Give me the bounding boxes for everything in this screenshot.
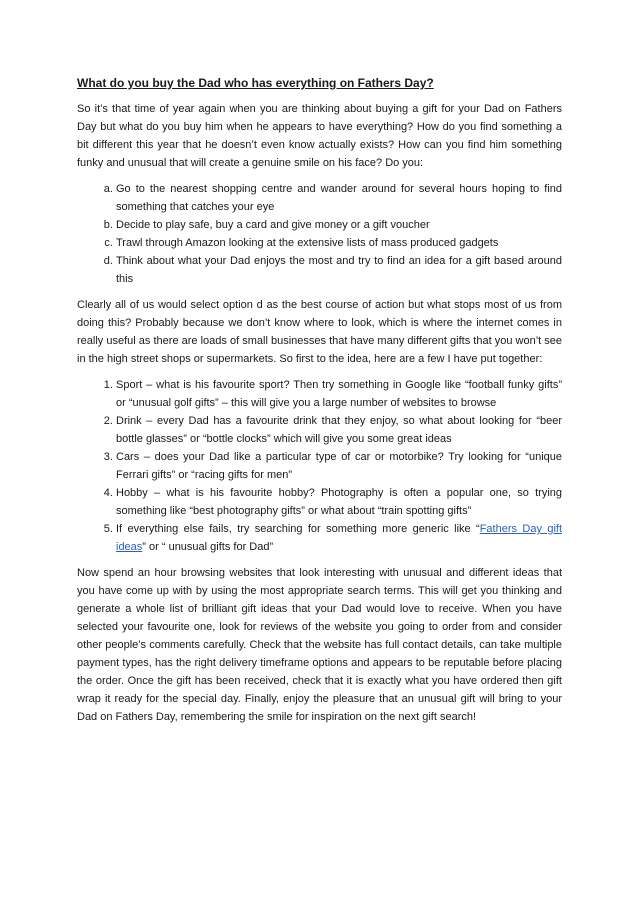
- option-a: a. Go to the nearest shopping centre and wander around for several hours hoping to find something that catches your eye: [116, 180, 562, 216]
- idea-generic: [116, 520, 562, 556]
- idea-generic-after: ” or “ unusual gifts for Dad”: [142, 541, 274, 553]
- option-c: c. Trawl through Amazon looking at the extensive lists of mass produced gadgets: [116, 234, 562, 252]
- idea-drink: 2. Drink – every Dad has a favourite drink that they enjoy, so what about looking for “beer bottle glasses” or “bottle clocks” which will give you some great ideas: [116, 412, 562, 448]
- fathers-day-gift-ideas-link[interactable]: Fathers Day gift ideas: [116, 523, 562, 553]
- option-d: d. Think about what your Dad enjoys the most and try to find an idea for a gift based around this: [116, 252, 562, 288]
- intro-paragraph: So it’s that time of year again when you are thinking about buying a gift for your Dad on Fathers Day but what do you buy him when he appears to have everything? How do you find something a bit different this year that he doesn’t even know actually exists? How can you find him something funky and unusual that will create a genuine smile on his face? Do you:: [77, 103, 562, 169]
- idea-cars: 3. Cars – does your Dad like a particular type of car or motorbike? Try looking for “unique Ferrari gifts” or “racing gifts for men”: [116, 448, 562, 484]
- document-page: [77, 74, 562, 734]
- idea-sport: 1. Sport – what is his favourite sport? Then try something in Google like “football funky gifts” or “unusual golf gifts” – this will give you a large number of websites to browse: [116, 376, 562, 412]
- options-list: [77, 180, 562, 288]
- idea-hobby: 4. Hobby – what is his favourite hobby? Photography is often a popular one, so trying something like “best photography gifts” or what about “train spotting gifts”: [116, 484, 562, 520]
- ideas-list: [77, 376, 562, 556]
- middle-paragraph: Clearly all of us would select option d as the best course of action but what stops most of us from doing this? Probably because we don’t know where to look, which is where the internet comes in really useful as there are loads of small businesses that have many different gifts that you won’t see in the high street shops or supermarkets. So first to the idea, here are a few I have put together:: [77, 299, 562, 365]
- idea-generic-before: If everything else fails, try searching for something more generic like “: [116, 523, 480, 535]
- closing-paragraph: Now spend an hour browsing websites that look interesting with unusual and different ideas that you have come up with by using the most appropriate search terms. This will get you thinking and generate a whole list of brilliant gift ideas that your Dad would love to receive. When you have selected your favourite one, look for reviews of the website you going to order from and consider other people’s comments carefully. Check that the website has full contact details, can take multiple payment types, has the right delivery timeframe options and appears to be reputable before placing the order. Once the gift has been received, check that it is exactly what you have ordered then gift wrap it ready for the special day. Finally, enjoy the pleasure that an unusual gift will bring to your Dad on Fathers Day, remembering the smile for inspiration on the next gift search!: [77, 567, 562, 723]
- document-title: What do you buy the Dad who has everything on Fathers Day?: [77, 76, 434, 90]
- option-b: b. Decide to play safe, buy a card and give money or a gift voucher: [116, 216, 562, 234]
